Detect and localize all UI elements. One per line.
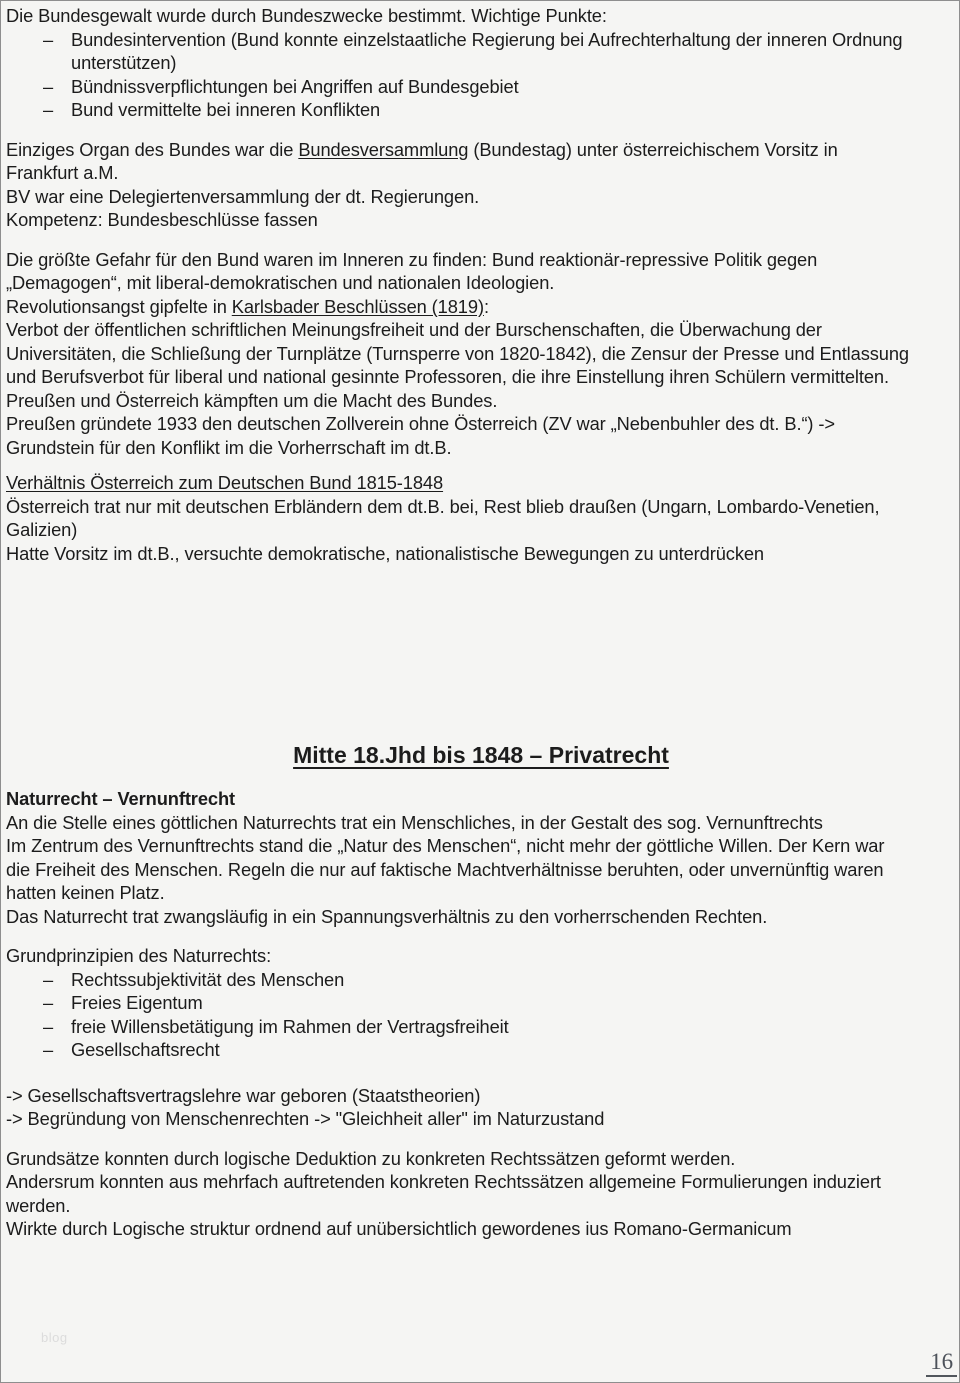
paragraph-line: hatten keinen Platz.	[6, 882, 165, 903]
bullet-dash: –	[43, 968, 54, 990]
text-segment: Einziges Organ des Bundes war die	[6, 138, 299, 160]
bullet-text-line: Freies Eigentum	[71, 992, 203, 1013]
paragraph-line: -> Begründung von Menschenrechten -> "Gleichheit aller" im Naturzustand	[6, 1108, 605, 1129]
page-title-text: Mitte 18.Jhd bis 1848 – Privatrecht	[293, 742, 669, 768]
paragraph-line: Galizien)	[6, 519, 78, 540]
text-segment: Revolutionsangst gipfelte in	[6, 295, 232, 317]
text-segment: :	[483, 295, 489, 317]
paragraph-line: -> Gesellschaftsvertragslehre war geboren (Staatstheorien)	[6, 1084, 481, 1106]
spacer	[6, 232, 956, 248]
paragraph-line: Universitäten, die Schließung der Turnplätze (Turnsperre von 1820-1842), die Zensur der Presse und Entlassung	[6, 342, 909, 364]
paragraph-line: Im Zentrum des Vernunftrechts stand die „Natur des Menschen“, nicht mehr der göttliche Willen. Der Kern war	[6, 835, 885, 856]
bullet-text-line: Gesellschaftsrecht	[71, 1039, 220, 1060]
text-segment: (Bundestag) unter österreichischem Vorsitz in	[468, 138, 838, 160]
intro-line: Die Bundesgewalt wurde durch Bundeszwecke bestimmt. Wichtige Punkte:	[6, 5, 607, 26]
paragraph-line: Grundsätze konnten durch logische Deduktion zu konkreten Rechtssätzen geformt werden.	[6, 1147, 736, 1169]
bullet-item	[6, 1038, 956, 1062]
paragraph-line: Wirkte durch Logische struktur ordnend auf unübersichtlich gewordenes ius Romano-Germanicum	[6, 1218, 792, 1239]
bullet-text-line: unterstützen)	[71, 52, 177, 73]
paragraph-line	[6, 295, 956, 319]
paragraph-line: BV war eine Delegiertenversammlung der dt. Regierungen.	[6, 185, 480, 207]
paragraph-line: werden.	[6, 1194, 71, 1216]
paragraph-line: Frankfurt a.M.	[6, 162, 119, 183]
paragraph-line: Andersrum konnten aus mehrfach auftretenden konkreten Rechtssätzen allgemeine Formulierungen induziert	[6, 1171, 881, 1192]
paragraph-line: Verbot der öffentlichen schriftlichen Meinungsfreiheit und der Burschenschaften, die Überwachung der	[6, 319, 822, 340]
paragraph-line	[6, 138, 956, 162]
bullet-text-line: Bund vermittelte bei inneren Konflikten	[71, 99, 381, 120]
bullet-item	[6, 1015, 956, 1039]
spacer	[6, 771, 956, 787]
spacer	[6, 459, 956, 471]
paragraph-line: Das Naturrecht trat zwangsläufig in ein Spannungsverhältnis zu den vorherrschenden Rechten.	[6, 905, 768, 927]
spacer	[6, 1131, 956, 1147]
underlined-term: Bundesversammlung	[298, 138, 469, 160]
spacer	[6, 928, 956, 944]
bullet-item	[6, 991, 956, 1015]
underlined-term: Karlsbader Beschlüssen (1819)	[231, 295, 484, 317]
section-heading-naturrecht: Naturrecht – Vernunftrecht	[6, 788, 236, 809]
bullet-dash: –	[43, 28, 54, 50]
paragraph-line: Hatte Vorsitz im dt.B., versuchte demokratische, nationalistische Bewegungen zu unterdrücken	[6, 542, 764, 564]
section-heading-verhaeltnis: Verhältnis Österreich zum Deutschen Bund 1815-1848	[6, 472, 444, 493]
bullet-dash: –	[43, 99, 54, 120]
paragraph-line: die Freiheit des Menschen. Regeln die nur auf faktische Machtverhältnisse beruhten, oder unvernünftig waren	[6, 858, 884, 880]
paragraph-line: Kompetenz: Bundesbeschlüsse fassen	[6, 209, 318, 230]
bullet-text-line: Rechtssubjektivität des Menschen	[71, 968, 345, 990]
bullet-dash: –	[43, 992, 54, 1013]
bullet-text-line: freie Willensbetätigung im Rahmen der Vertragsfreiheit	[71, 1015, 509, 1037]
page-title	[6, 739, 956, 771]
bullet-item	[6, 968, 956, 992]
watermark: blog	[41, 1329, 68, 1345]
paragraph-line: An die Stelle eines göttlichen Naturrechts trat ein Menschliches, in der Gestalt des sog. Vernunftrechts	[6, 811, 823, 833]
bullet-dash: –	[43, 1039, 54, 1060]
bullet-text-line: Bundesintervention (Bund konnte einzelstaatliche Regierung bei Aufrechterhaltung der inneren Ordnung	[71, 28, 903, 50]
spacer	[6, 122, 956, 138]
paragraph-line: und Berufsverbot für liberal und national gesinnte Professoren, die ihre Einstellung ihren Schülern vermittelten.	[6, 366, 889, 387]
spacer	[6, 565, 956, 739]
paragraph-line: Grundprinzipien des Naturrechts:	[6, 945, 272, 966]
bullet-item	[6, 75, 956, 99]
paragraph-line: Grundstein für den Konflikt im die Vorherrschaft im dt.B.	[6, 436, 452, 458]
paragraph-line: Österreich trat nur mit deutschen Erbländern dem dt.B. bei, Rest blieb draußen (Ungarn, Lombardo-Venetien,	[6, 495, 880, 517]
paragraph-line: Preußen gründete 1933 den deutschen Zollverein ohne Österreich (ZV war „Nebenbuhler des dt. B.“) ->	[6, 413, 835, 434]
page-number: 16	[926, 1350, 957, 1377]
paragraph-line: Die größte Gefahr für den Bund waren im Inneren zu finden: Bund reaktionär-repressive Politik gegen	[6, 248, 818, 270]
bullet-text-line: Bündnissverpflichtungen bei Angriffen auf Bundesgebiet	[71, 75, 519, 97]
bullet-item	[6, 98, 956, 122]
document-content	[1, 1, 959, 1241]
bullet-dash: –	[43, 75, 54, 97]
paragraph-line: Preußen und Österreich kämpften um die Macht des Bundes.	[6, 389, 498, 411]
bullet-dash: –	[43, 1015, 54, 1037]
paragraph-line: „Demagogen“, mit liberal-demokratischen und nationalen Ideologien.	[6, 272, 555, 293]
bullet-item	[6, 28, 956, 75]
spacer	[6, 1062, 956, 1084]
